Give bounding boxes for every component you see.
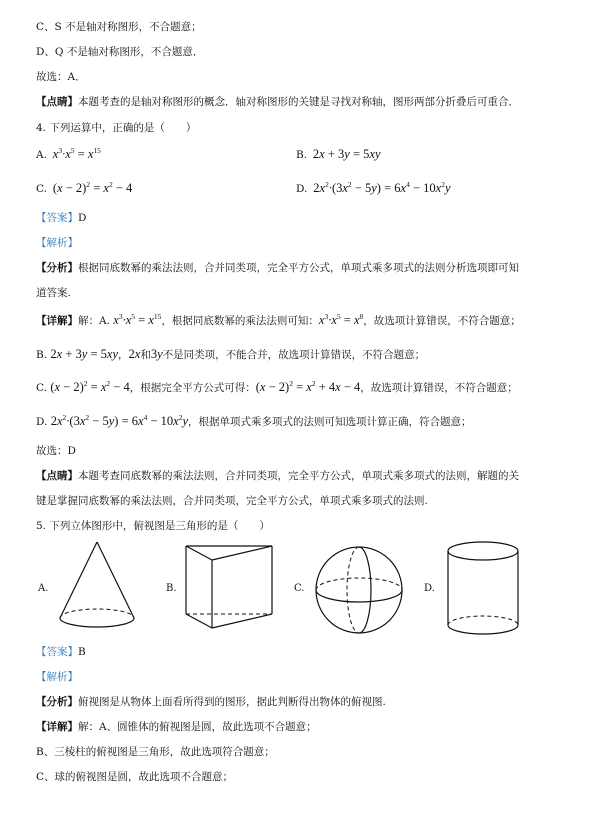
comment-text: 本题考查的是轴对称图形的概念．轴对称图形的关键是寻找对称轴，图形两部分折叠后可重合．	[78, 96, 519, 108]
detail-end: 不是同类项，不能合并，故选项计算错误，不符合题意；	[162, 349, 426, 361]
q4-answer	[36, 211, 86, 225]
comment-text: 本题考查同底数幂的乘法法则，合并同类项，完全平方公式，单项式乘多项式的法则，解题的关	[78, 470, 519, 482]
option-formula: $2x^2\cdot(3x^2 - 5y) = 6x^4 - 10x^2y$	[313, 180, 451, 195]
figure-label-a: A.	[38, 583, 49, 594]
option-label: A.	[36, 149, 47, 161]
formula: $x^3\cdot x^5 = x^{15}$	[113, 312, 162, 327]
option-label: B.	[296, 149, 308, 161]
detail-and: 和	[140, 349, 151, 361]
q5-detail-a	[36, 720, 317, 734]
figure-label-b: B.	[166, 583, 177, 594]
comment-tag: 【点睛】	[36, 470, 78, 482]
detail-lead: C.	[36, 382, 47, 394]
q4-analysis-tag: 【解析】	[36, 237, 78, 249]
option-formula: $x^3\cdot x^5 = x^{15}$	[50, 146, 101, 161]
figure-label-c: C.	[294, 583, 305, 594]
answer-tag: 【答案】	[36, 212, 78, 224]
detail-lead: B.	[36, 349, 48, 361]
detail-lead: 解：A.	[78, 315, 110, 327]
q4-choose: 故选：D	[36, 445, 76, 457]
line-d-q: D、Q 不是轴对称图形，不合题意．	[36, 46, 204, 58]
q5-analysis-tag: 【解析】	[36, 671, 78, 683]
comment-1	[36, 95, 519, 109]
line-choose-a: 故选：A．	[36, 71, 86, 83]
answer-tag: 【答案】	[36, 646, 78, 658]
q5-answer	[36, 645, 86, 659]
detail-end: ，故选项计算错误，不符合题意；	[360, 382, 518, 394]
q4-fenxi-line1	[36, 261, 519, 275]
term-3y: 3y	[150, 347, 163, 361]
formula: 2x + 3y = 5xy	[50, 347, 119, 361]
option-label: D.	[296, 183, 308, 195]
option-formula: $(x - 2)^2 = x^2 - 4$	[52, 180, 133, 195]
q5-fenxi	[36, 695, 386, 709]
detail-tag: 【详解】	[36, 315, 78, 327]
fenxi-tag: 【分析】	[36, 262, 78, 274]
line-c-s: C、S 不是轴对称图形，不合题意；	[36, 21, 202, 33]
detail-text: 解：A、圆锥体的俯视图是圆，故此选项不合题意；	[78, 721, 317, 733]
q4-detail-b	[36, 347, 425, 362]
fenxi-text: 俯视图是从物体上面看所得到的图形，据此判断得出物体的俯视图.	[78, 696, 386, 708]
detail-lead: D.	[36, 416, 48, 428]
term-2x: 2x	[128, 347, 141, 361]
answer-value: D	[78, 212, 87, 224]
q5-detail-c: C、球的俯视图是圆，故此选项不合题意；	[36, 771, 234, 783]
q4-detail-d	[36, 414, 472, 429]
cone-figure	[52, 540, 142, 632]
q4-comment-line1	[36, 469, 519, 483]
figure-label-d: D.	[424, 583, 435, 594]
detail-end: ，根据单项式乘多项式的法则可知选项计算正确，符合题意；	[188, 416, 472, 428]
q4-option-b	[296, 146, 381, 163]
answer-value: B	[78, 646, 86, 658]
q4-stem: 4. 下列运算中，正确的是（ ）	[36, 122, 197, 134]
formula-correct: $x^3\cdot x^5 = x^8$	[318, 312, 364, 327]
fenxi-text: 根据同底数幂的乘法法则，合并同类项，完全平方公式，单项式乘多项式的法则分析选项即可知	[78, 262, 519, 274]
cylinder-figure	[444, 539, 522, 639]
detail-mid: ，	[118, 349, 129, 361]
q4-fenxi-line2: 道答案.	[36, 287, 71, 299]
triangular-prism-figure	[182, 542, 278, 632]
q5-stem: 5. 下列立体图形中，俯视图是三角形的是（ ）	[36, 520, 270, 532]
q4-detail-c	[36, 380, 518, 395]
formula: $2x^2\cdot(3x^2 - 5y) = 6x^4 - 10x^2y$	[50, 413, 188, 428]
comment-tag: 【点睛】	[36, 96, 78, 108]
q5-detail-b: B、三棱柱的俯视图是三角形，故此选项符合题意；	[36, 746, 275, 758]
q4-option-a	[36, 146, 101, 163]
detail-tag: 【详解】	[36, 721, 78, 733]
option-label: C.	[36, 183, 47, 195]
detail-mid: ，根据同底数幂的乘法法则可知：	[161, 315, 319, 327]
fenxi-tag: 【分析】	[36, 696, 78, 708]
formula: $(x - 2)^2 = x^2 - 4$	[50, 379, 130, 394]
q4-detail-a	[36, 313, 521, 328]
option-formula: 2x + 3y = 5xy	[312, 147, 381, 161]
q4-comment-line2: 键是掌握同底数幂的乘法法则，合并同类项，完全平方公式，单项式乘多项式的法则.	[36, 495, 428, 507]
q4-option-c	[36, 180, 132, 197]
formula-correct: $(x - 2)^2 = x^2 + 4x - 4$	[255, 379, 361, 394]
sphere-figure	[312, 543, 406, 637]
detail-end: ，故选项计算错误，不符合题意；	[363, 315, 521, 327]
q4-option-d	[296, 180, 451, 197]
detail-mid: ，根据完全平方公式可得：	[129, 382, 256, 394]
